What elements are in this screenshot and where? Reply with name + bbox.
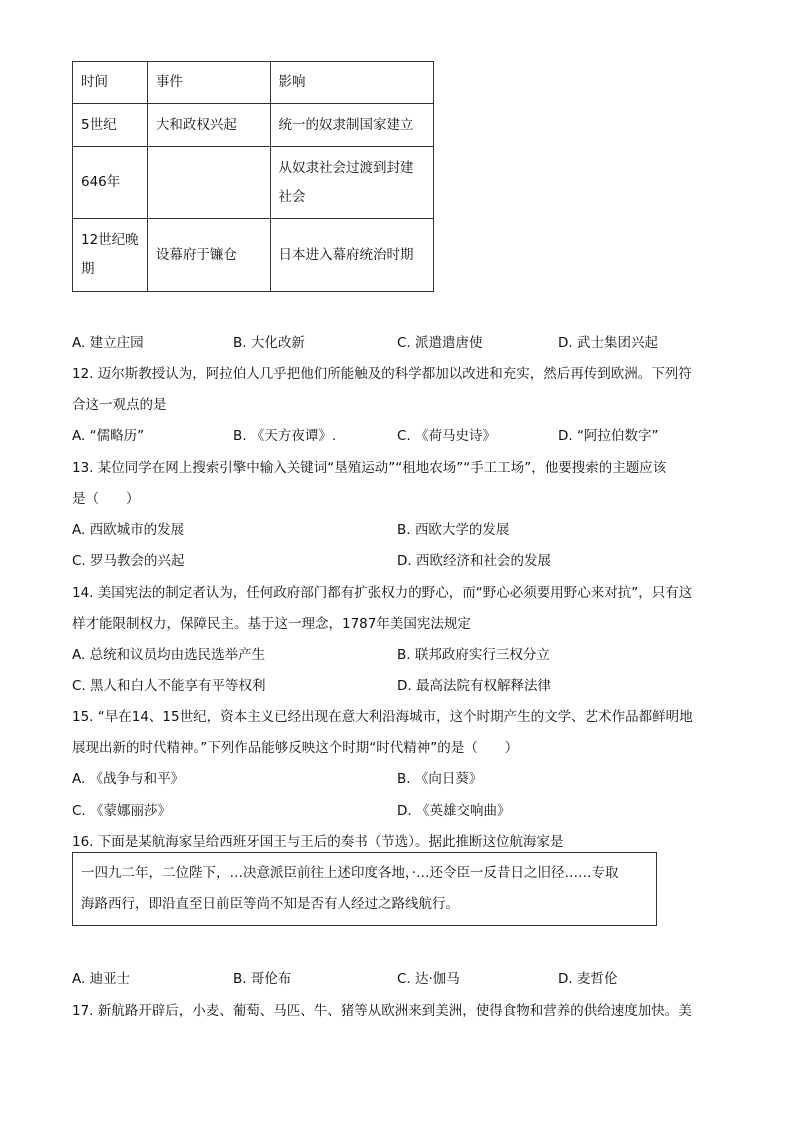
- history-table: [72, 61, 434, 292]
- table-row: [73, 104, 434, 147]
- q12-option-b: B. 《天方夜谭》.: [233, 428, 337, 444]
- q16-option-d: D. 麦哲伦: [558, 971, 618, 987]
- q15-option-a: A. 《战争与和平》: [72, 771, 185, 787]
- table-cell: 646年: [73, 147, 148, 219]
- q14-option-b: B. 联邦政府实行三权分立: [397, 647, 550, 663]
- q13-stem-line: 13. 某位同学在网上搜索引擎中输入关键词“垦殖运动”“租地农场”“手工工场”，他要搜索的主题应该: [72, 460, 667, 476]
- table-row: [73, 219, 434, 292]
- q14-option-a: A. 总统和议员均由选民选举产生: [72, 647, 266, 663]
- q12-stem-line: 12. 迈尔斯教授认为，阿拉伯人几乎把他们所能触及的科学都加以改进和充实，然后再传到欧洲。下列符: [72, 366, 692, 382]
- table-cell: 大和政权兴起: [147, 104, 270, 147]
- q12-option-a: A. “儒略历”: [72, 428, 145, 444]
- q16-quote-box: [72, 852, 657, 926]
- quote-line: 海路西行，即沿直至日前臣等尚不知是否有人经过之路线航行。: [81, 896, 459, 912]
- cell-line: 期: [81, 261, 95, 277]
- q11-option-a: A. 建立庄园: [72, 335, 144, 351]
- q13-stem-line: 是（ ）: [72, 491, 140, 507]
- q16-stem-line: 16. 下面是某航海家呈给西班牙国王与王后的奏书（节选）。据此推断这位航海家是: [72, 834, 564, 850]
- table-cell: 5世纪: [73, 104, 148, 147]
- q13-option-c: C. 罗马教会的兴起: [72, 553, 185, 569]
- table-cell: 统一的奴隶制国家建立: [270, 104, 433, 147]
- table-header-cell: 影响: [270, 62, 433, 104]
- table-cell-empty: [147, 147, 270, 219]
- table-cell: [270, 147, 433, 219]
- q13-option-d: D. 西欧经济和社会的发展: [397, 553, 551, 569]
- quote-line: 一四九二年，二位陛下，…决意派臣前往上述印度各地，·…还令臣一反昔日之旧径……专取: [81, 865, 619, 881]
- q14-option-d: D. 最高法院有权解释法律: [397, 678, 551, 694]
- q16-option-b: B. 哥伦布: [233, 971, 292, 987]
- q11-option-b: B. 大化改新: [233, 335, 305, 351]
- q14-stem-line: 样才能限制权力，保障民主。基于这一理念，1787年美国宪法规定: [72, 616, 471, 632]
- q12-stem-line: 合这一观点的是: [72, 397, 167, 413]
- q16-option-c: C. 达·伽马: [397, 971, 460, 987]
- cell-line: 社会: [278, 188, 306, 205]
- table-header-row: [73, 62, 434, 104]
- table-row: [73, 147, 434, 219]
- q17-stem-line: 17. 新航路开辟后，小麦、葡萄、马匹、牛、猪等从欧洲来到美洲，使得食物和营养的供给速度加快。美: [72, 1003, 692, 1019]
- q16-option-a: A. 迪亚士: [72, 971, 131, 987]
- q15-option-d: D. 《英雄交响曲》: [397, 803, 511, 819]
- q15-option-c: C. 《蒙娜丽莎》: [72, 803, 172, 819]
- q15-stem-line: 展现出新的时代精神。”下列作品能够反映这个时期“时代精神”的是（ ）: [72, 740, 519, 756]
- table-cell: 日本进入幕府统治时期: [270, 219, 433, 292]
- table-cell: [73, 219, 148, 292]
- q14-option-c: C. 黑人和白人不能享有平等权利: [72, 678, 266, 694]
- q15-stem-line: 15. “早在14、15世纪，资本主义已经出现在意大利沿海城市，这个时期产生的文学、艺术作品都鲜明地: [72, 709, 693, 725]
- q11-option-c: C. 派遣遣唐使: [397, 335, 483, 351]
- table-header-cell: 时间: [73, 62, 148, 104]
- q13-option-b: B. 西欧大学的发展: [397, 522, 510, 538]
- q14-stem-line: 14. 美国宪法的制定者认为，任何政府部门都有扩张权力的野心，而“野心必须要用野心来对抗”，只有这: [72, 585, 693, 601]
- q12-option-d: D. “阿拉伯数字”: [558, 428, 659, 444]
- cell-line: 从奴隶社会过渡到封建: [278, 159, 414, 176]
- q15-option-b: B. 《向日葵》: [397, 771, 483, 787]
- cell-line: 12世纪晚: [81, 232, 139, 248]
- q13-option-a: A. 西欧城市的发展: [72, 522, 185, 538]
- q11-option-d: D. 武士集团兴起: [558, 335, 658, 351]
- table-cell: 设幕府于镰仓: [147, 219, 270, 292]
- table-header-cell: 事件: [147, 62, 270, 104]
- q12-option-c: C. 《荷马史诗》: [397, 428, 497, 444]
